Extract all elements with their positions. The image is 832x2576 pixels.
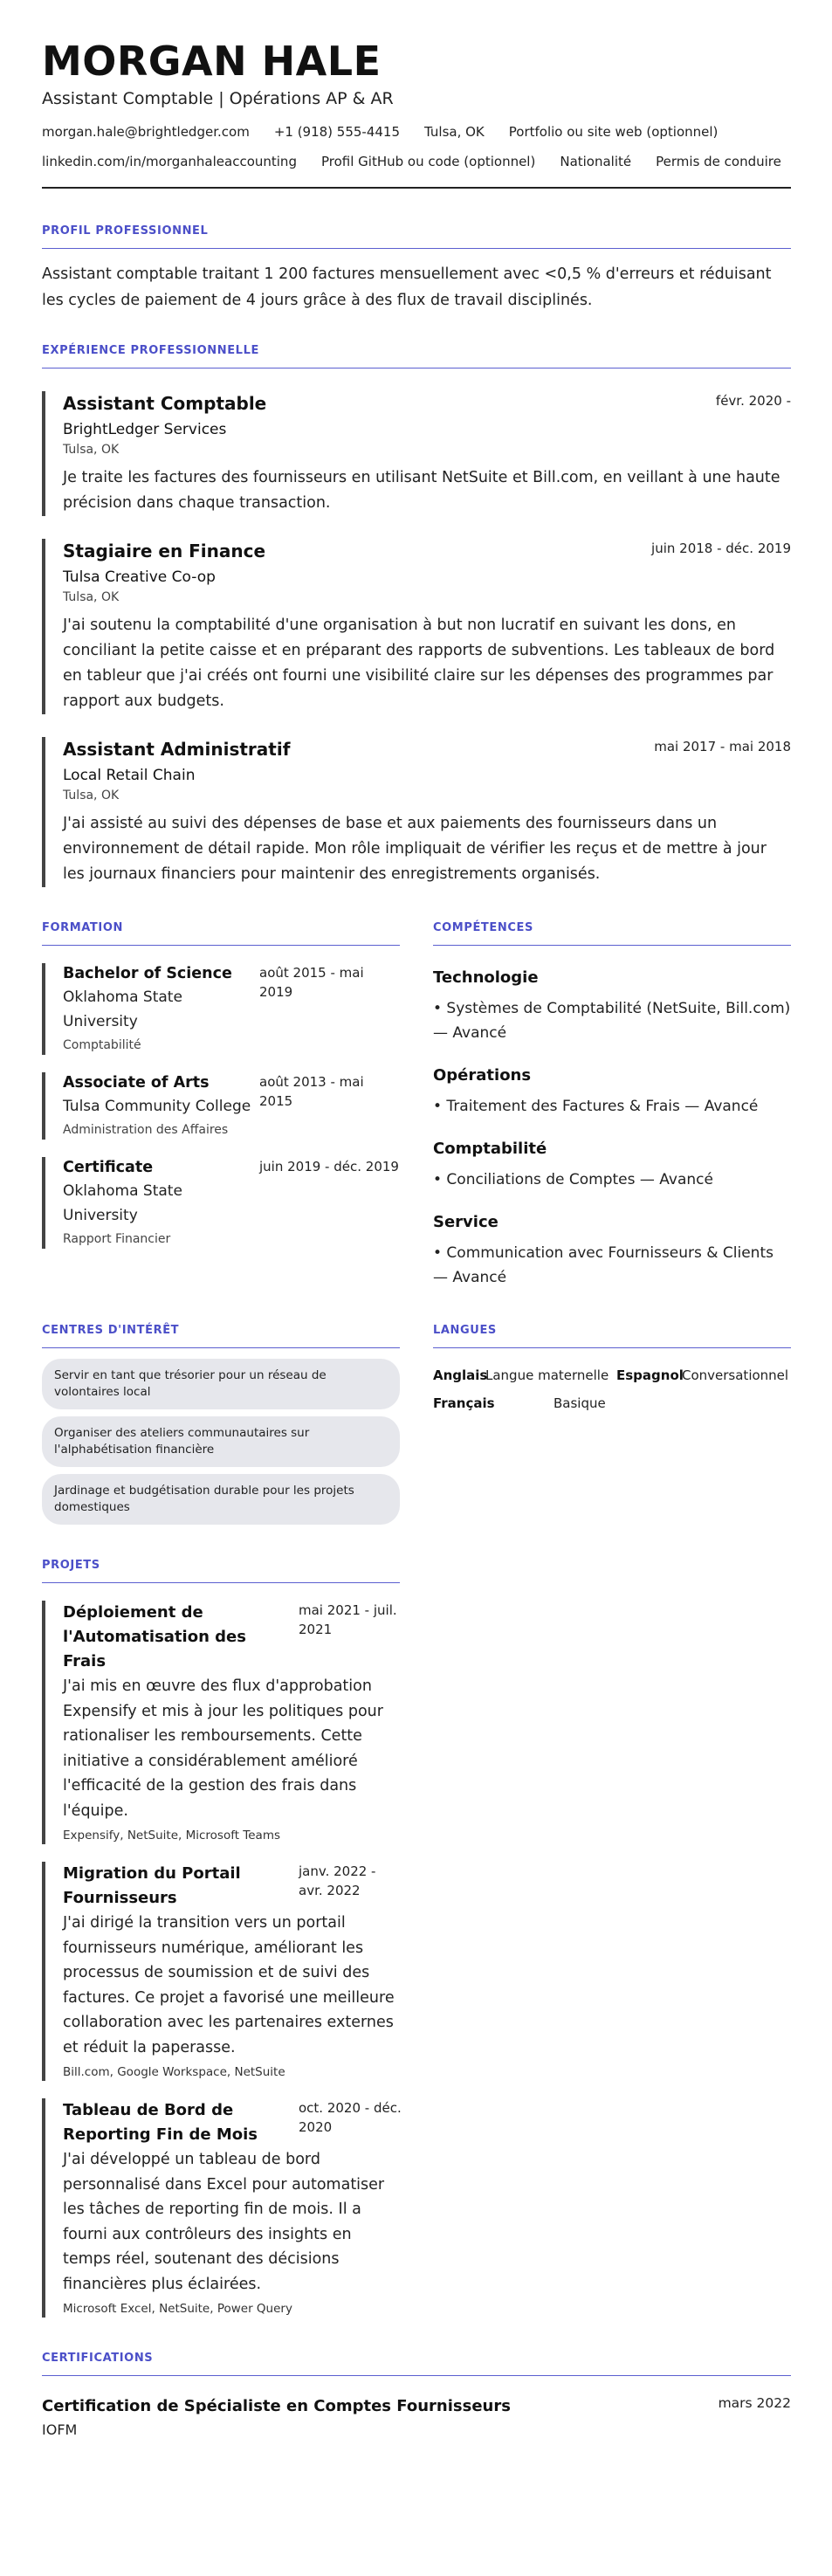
job-location: Tulsa, OK	[63, 590, 120, 604]
contact-list	[42, 122, 791, 171]
language-name: Français	[433, 1395, 495, 1411]
contact-phone[interactable]: +1 (918) 555-4415	[273, 124, 401, 140]
job-dates: mai 2017 - mai 2018	[654, 739, 791, 754]
language-level: Conversationnel	[682, 1367, 789, 1383]
job-dates: juin 2018 - déc. 2019	[651, 541, 791, 556]
experience-item	[42, 737, 791, 887]
job-dates: févr. 2020 -	[715, 393, 791, 409]
job-description: Je traite les factures des fournisseurs en utilisant NetSuite et Bill.com, en veillant à une haute précision dans chaque transaction.	[63, 469, 780, 512]
job-description: J'ai assisté au suivi des dépenses de base et aux paiements des fournisseurs dans un environnement de détail rapide. Mon rôle impliquait de vérifier les reçus et de mettre à jour les journaux financiers pour maintenir des enregistrements organisés.	[63, 815, 767, 883]
language-name: Espagnol	[616, 1367, 684, 1383]
language-name: Anglais	[433, 1367, 488, 1383]
skill-category: Opérations	[433, 1066, 532, 1085]
experience-item	[42, 539, 791, 714]
section-title-summary: PROFIL PROFESSIONNEL	[42, 224, 209, 238]
education-skills-row	[42, 920, 791, 1290]
interest-tag: Organiser des ateliers communautaires sur l'alphabétisation financière	[42, 1416, 400, 1467]
job-title: Assistant Administratif	[63, 739, 291, 760]
education-section	[42, 920, 400, 1290]
header-divider	[42, 187, 791, 189]
section-title-projects: PROJETS	[42, 1559, 100, 1572]
section-divider	[42, 2375, 791, 2376]
section-divider	[433, 1347, 791, 1348]
interest-tag: Servir en tant que trésorier pour un réseau de volontaires local	[42, 1359, 400, 1409]
section-title-skills: COMPÉTENCES	[433, 921, 533, 934]
project-dates: oct. 2020 - déc. 2020	[299, 2100, 402, 2135]
education-item	[42, 1072, 400, 1140]
section-divider	[42, 1582, 400, 1583]
job-location: Tulsa, OK	[63, 789, 120, 802]
section-divider	[433, 945, 791, 946]
skill-category: Technologie	[433, 968, 539, 987]
certification-issuer: IOFM	[42, 2421, 78, 2438]
language-level: Langue maternelle	[485, 1367, 609, 1383]
certifications-section	[42, 2351, 791, 2441]
section-title-education: FORMATION	[42, 921, 123, 934]
certification-item	[42, 2395, 791, 2441]
project-title: Déploiement de l'Automatisation des Frais	[63, 1603, 246, 1670]
language-level: Basique	[554, 1395, 606, 1411]
skill-group	[433, 1064, 791, 1119]
interest-tag: Jardinage et budgétisation durable pour les projets domestiques	[42, 1474, 400, 1525]
summary-section	[42, 224, 791, 313]
project-description: J'ai dirigé la transition vers un portail fournisseurs numérique, améliorant les processus de soumission et de suivi des factures. Ce projet a favorisé une meilleure collaboration avec les partenaires externes et réduit la paperasse.	[63, 1914, 395, 2056]
resume-header	[42, 38, 791, 189]
section-divider	[42, 1347, 400, 1348]
job-title: Assistant Comptable	[63, 393, 267, 414]
section-divider	[42, 248, 791, 249]
school: Oklahoma State University	[63, 1182, 182, 1224]
candidate-name: MORGAN HALE	[42, 38, 382, 85]
skill-item: • Systèmes de Comptabilité (NetSuite, Bill.com) — Avancé	[433, 1000, 791, 1042]
project-title: Migration du Portail Fournisseurs	[63, 1864, 241, 1907]
section-title-languages: LANGUES	[433, 1324, 497, 1337]
section-title-certifications: CERTIFICATIONS	[42, 2352, 154, 2365]
languages-section	[433, 1323, 791, 1525]
interest-list	[42, 1359, 400, 1525]
section-divider	[42, 945, 400, 946]
education-dates: juin 2019 - déc. 2019	[259, 1159, 399, 1174]
skill-category: Comptabilité	[433, 1140, 547, 1158]
section-title-experience: EXPÉRIENCE PROFESSIONNELLE	[42, 344, 259, 357]
summary-text: Assistant comptable traitant 1 200 factures mensuellement avec <0,5 % d'erreurs et réduisant les cycles de paiement de 4 jours grâce à des flux de travail disciplinés.	[42, 265, 772, 309]
education-dates: août 2015 - mai 2019	[259, 965, 364, 1000]
job-title: Stagiaire en Finance	[63, 541, 266, 561]
experience-section	[42, 343, 791, 887]
school: Oklahoma State University	[63, 988, 182, 1030]
project-tools: Expensify, NetSuite, Microsoft Teams	[63, 1829, 281, 1842]
job-description: J'ai soutenu la comptabilité d'une organisation à but non lucratif en suivant les dons, en conciliant la petite caisse et en préparant des rapports de subventions. Les tableaux de bord en tableur que j'ai créés ont fourni une visibilité claire sur les dépenses des programmes par rapport aux budgets.	[63, 616, 775, 710]
project-tools: Bill.com, Google Workspace, NetSuite	[63, 2065, 285, 2079]
education-dates: août 2013 - mai 2015	[259, 1074, 364, 1109]
project-item	[42, 1601, 400, 1844]
skills-section	[433, 920, 791, 1290]
skill-group	[433, 1211, 791, 1290]
skill-category: Service	[433, 1213, 499, 1231]
project-description: J'ai mis en œuvre des flux d'approbation Expensify et mis à jour les politiques pour rationaliser les remboursements. Cette initiative a considérablement amélioré l'efficacité de la gestion des frais dans l'équipe.	[63, 1677, 383, 1820]
resume	[42, 38, 791, 2441]
skill-group	[433, 967, 791, 1045]
project-item	[42, 1862, 400, 2081]
job-company: Local Retail Chain	[63, 767, 196, 784]
education-item	[42, 1157, 400, 1249]
project-tools: Microsoft Excel, NetSuite, Power Query	[63, 2302, 292, 2316]
interests-section	[42, 1323, 400, 1525]
project-dates: mai 2021 - juil. 2021	[299, 1602, 397, 1637]
contact-portfolio[interactable]: Portfolio ou site web (optionnel)	[508, 124, 719, 140]
skill-item: • Traitement des Factures & Frais — Avancé	[433, 1098, 759, 1115]
contact-nationality: Nationalité	[560, 154, 632, 169]
education-item	[42, 963, 400, 1055]
job-company: Tulsa Creative Co-op	[63, 568, 216, 586]
field-of-study: Administration des Affaires	[63, 1123, 229, 1137]
degree: Associate of Arts	[63, 1074, 210, 1092]
candidate-headline: Assistant Comptable | Opérations AP & AR	[42, 89, 394, 108]
degree: Bachelor of Science	[63, 965, 232, 982]
contact-linkedin[interactable]: linkedin.com/in/morganhaleaccounting	[42, 154, 297, 169]
school: Tulsa Community College	[63, 1098, 251, 1115]
field-of-study: Comptabilité	[63, 1038, 141, 1052]
job-company: BrightLedger Services	[63, 421, 227, 438]
certification-title: Certification de Spécialiste en Comptes Fournisseurs	[42, 2397, 511, 2415]
language-list	[433, 1366, 791, 1413]
project-item	[42, 2098, 400, 2318]
skill-item: • Conciliations de Comptes — Avancé	[433, 1171, 713, 1188]
interests-languages-row	[42, 1323, 791, 1525]
experience-item	[42, 391, 791, 516]
contact-github[interactable]: Profil GitHub ou code (optionnel)	[320, 154, 536, 169]
job-location: Tulsa, OK	[63, 443, 120, 457]
project-description: J'ai développé un tableau de bord personnalisé dans Excel pour automatiser les tâches de reporting fin de mois. Il a fourni aux contrôleurs des insights en temps réel, soutenant des décisions financières plus éclairées.	[63, 2151, 385, 2293]
certification-date: mars 2022	[718, 2395, 791, 2411]
contact-email[interactable]: morgan.hale@brightledger.com	[42, 124, 250, 140]
section-title-interests: CENTRES D'INTÉRÊT	[42, 1324, 180, 1337]
field-of-study: Rapport Financier	[63, 1232, 171, 1246]
skill-group	[433, 1138, 791, 1192]
contact-license: Permis de conduire	[656, 154, 781, 169]
project-title: Tableau de Bord de Reporting Fin de Mois	[63, 2101, 258, 2144]
skill-item: • Communication avec Fournisseurs & Clients — Avancé	[433, 1244, 774, 1286]
projects-section	[42, 1558, 400, 2318]
project-dates: janv. 2022 - avr. 2022	[299, 1863, 376, 1898]
contact-location: Tulsa, OK	[424, 124, 485, 140]
degree: Certificate	[63, 1159, 154, 1176]
